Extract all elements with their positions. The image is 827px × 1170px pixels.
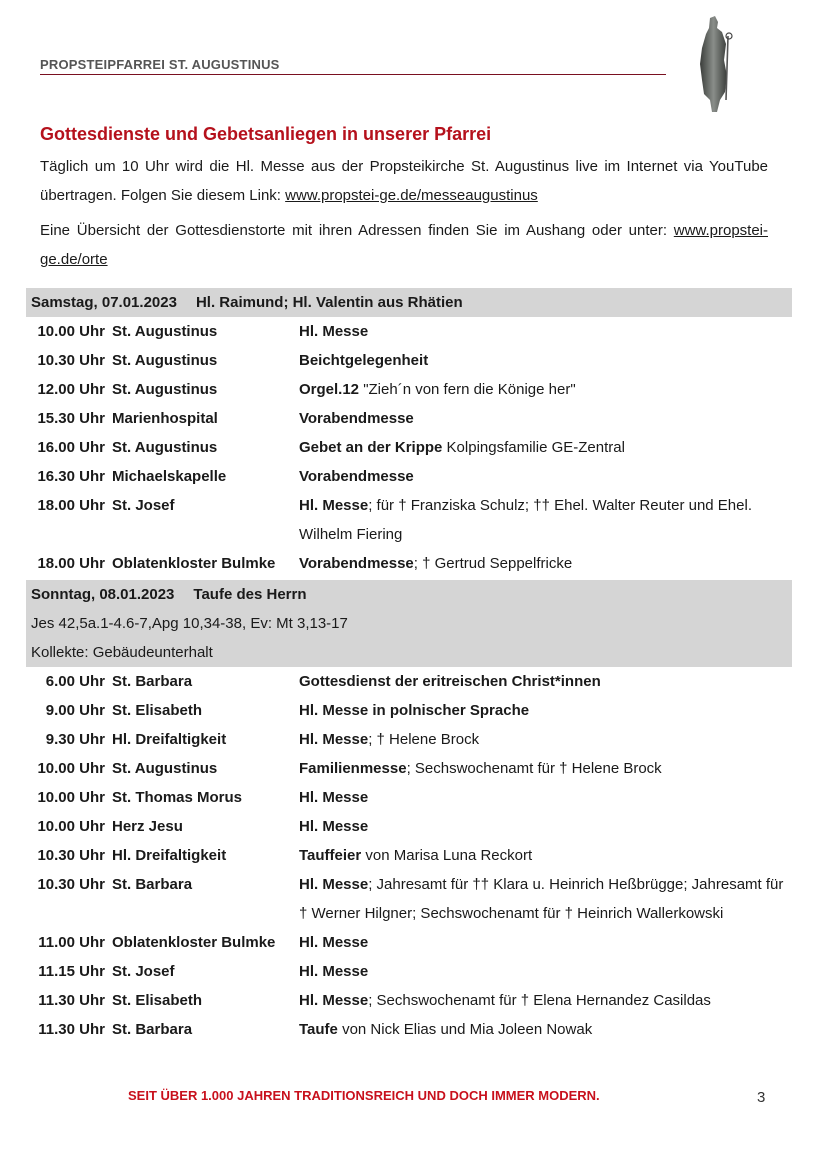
service-time: 12.00 Uhr xyxy=(37,381,105,398)
schedule-row xyxy=(26,375,792,404)
service-description xyxy=(299,549,792,578)
schedule-row xyxy=(26,346,792,375)
service-time: 11.30 Uhr xyxy=(38,992,105,1009)
service-location: St. Barbara xyxy=(112,876,193,893)
service-time: 6.00 Uhr xyxy=(45,673,105,690)
service-location: Michaelskapelle xyxy=(112,468,227,485)
service-location: St. Josef xyxy=(112,963,175,980)
schedule-row xyxy=(26,696,792,725)
service-type: Hl. Messe in polnischer Sprache xyxy=(299,702,530,719)
service-type: Gebet an der Krippe xyxy=(299,439,443,456)
service-type: Vorabendmesse xyxy=(299,468,414,485)
service-location: St. Josef xyxy=(112,497,175,514)
service-time: 11.00 Uhr xyxy=(38,934,105,951)
day-date: Samstag, 07.01.2023 xyxy=(31,294,177,311)
page-header xyxy=(40,56,666,75)
service-schedule xyxy=(26,288,792,1044)
service-type: Taufe xyxy=(299,1021,338,1038)
service-description xyxy=(299,462,792,491)
service-description xyxy=(299,957,792,986)
service-type: Hl. Messe xyxy=(299,934,369,951)
service-type: Orgel.12 xyxy=(299,381,360,398)
intro-paragraph-livestream xyxy=(40,152,768,210)
schedule-row xyxy=(26,783,792,812)
schedule-row xyxy=(26,404,792,433)
service-description xyxy=(299,928,792,957)
day-readings: Jes 42,5a.1-4.6-7,Apg 10,34-38, Ev: Mt 3,13-17 xyxy=(31,615,348,632)
schedule-row xyxy=(26,754,792,783)
service-description xyxy=(299,783,792,812)
section-heading: Gottesdienste und Gebetsanliegen in unserer Pfarrei xyxy=(40,124,492,144)
service-type: Gottesdienst der eritreischen Christ*innen xyxy=(299,673,601,690)
service-type: Vorabendmesse xyxy=(299,555,414,572)
service-location: Hl. Dreifaltigkeit xyxy=(112,731,227,748)
service-type: Hl. Messe xyxy=(299,876,369,893)
service-location: St. Barbara xyxy=(112,673,193,690)
service-location: Hl. Dreifaltigkeit xyxy=(112,847,227,864)
service-type: Hl. Messe xyxy=(299,992,369,1009)
service-type: Hl. Messe xyxy=(299,731,369,748)
service-location: St. Elisabeth xyxy=(112,702,203,719)
service-description xyxy=(299,667,792,696)
service-description xyxy=(299,433,792,462)
service-location: St. Augustinus xyxy=(112,352,218,369)
service-description xyxy=(299,725,792,754)
service-time: 10.00 Uhr xyxy=(37,789,105,806)
livestream-link[interactable]: www.propstei-ge.de/messeaugustinus xyxy=(285,187,538,204)
service-description xyxy=(299,870,792,928)
service-intentions: ; † Gertrud Seppelfricke xyxy=(413,555,573,572)
locations-link[interactable]: www.propstei-ge.de/orte xyxy=(40,222,768,268)
service-location: St. Augustinus xyxy=(112,381,218,398)
service-description xyxy=(299,404,792,433)
schedule-row xyxy=(26,812,792,841)
service-type: Familienmesse xyxy=(299,760,407,777)
service-location: St. Elisabeth xyxy=(112,992,203,1009)
day-collection: Kollekte: Gebäudeunterhalt xyxy=(31,644,213,661)
service-time: 18.00 Uhr xyxy=(37,497,105,514)
service-time: 10.30 Uhr xyxy=(37,876,105,893)
service-time: 10.00 Uhr xyxy=(37,818,105,835)
service-intentions: Kolpingsfamilie GE-Zentral xyxy=(442,439,625,456)
service-time: 15.30 Uhr xyxy=(37,410,105,427)
service-intentions: von Nick Elias und Mia Joleen Nowak xyxy=(337,1021,593,1038)
day-feast: Hl. Raimund; Hl. Valentin aus Rhätien xyxy=(195,294,463,311)
service-time: 16.30 Uhr xyxy=(37,468,105,485)
service-type: Hl. Messe xyxy=(299,789,369,806)
service-description xyxy=(299,375,792,404)
service-description xyxy=(299,346,792,375)
intro-text: Eine Übersicht der Gottesdienstorte mit ihren Adressen finden Sie im Aushang oder unter: xyxy=(40,222,674,239)
service-type: Hl. Messe xyxy=(299,323,369,340)
service-time: 11.30 Uhr xyxy=(38,1021,105,1038)
service-location: St. Augustinus xyxy=(112,439,218,456)
service-location: St. Augustinus xyxy=(112,760,218,777)
service-intentions: ; Sechswochenamt für † Elena Hernandez Casildas xyxy=(368,992,711,1009)
service-location: Marienhospital xyxy=(112,410,218,427)
service-description xyxy=(299,491,792,549)
service-description xyxy=(299,696,792,725)
service-description xyxy=(299,317,792,346)
day-header xyxy=(26,288,792,317)
service-location: St. Thomas Morus xyxy=(112,789,243,806)
schedule-row xyxy=(26,725,792,754)
service-time: 9.30 Uhr xyxy=(45,731,105,748)
service-type: Hl. Messe xyxy=(299,497,369,514)
service-time: 10.30 Uhr xyxy=(37,847,105,864)
schedule-row xyxy=(26,928,792,957)
schedule-row xyxy=(26,986,792,1015)
day-header xyxy=(26,580,792,667)
service-intentions: von Marisa Luna Reckort xyxy=(361,847,533,864)
schedule-row xyxy=(26,841,792,870)
intro-paragraph-locations xyxy=(40,216,768,274)
service-location: Oblatenkloster Bulmke xyxy=(112,934,276,951)
intro-text: Täglich um 10 Uhr wird die Hl. Messe aus der Propsteikirche St. Augustinus live im Internet via YouTube übertragen. Folgen Sie diesem Link: xyxy=(40,158,768,204)
day-feast: Taufe des Herrn xyxy=(193,586,307,603)
service-type: Hl. Messe xyxy=(299,818,369,835)
footer-slogan: SEIT ÜBER 1.000 JAHREN TRADITIONSREICH UND DOCH IMMER MODERN. xyxy=(128,1088,600,1103)
parish-name: PROPSTEIPFARREI ST. AUGUSTINUS xyxy=(40,57,280,72)
saint-augustine-statue-icon xyxy=(690,14,738,114)
schedule-row xyxy=(26,317,792,346)
service-intentions: ; Sechswochenamt für † Helene Brock xyxy=(406,760,662,777)
service-description xyxy=(299,986,792,1015)
service-time: 10.30 Uhr xyxy=(37,352,105,369)
service-location: Herz Jesu xyxy=(112,818,183,835)
schedule-row xyxy=(26,870,792,928)
service-type: Vorabendmesse xyxy=(299,410,414,427)
service-intentions: "Zieh´n von fern die Könige her" xyxy=(359,381,576,398)
service-description xyxy=(299,754,792,783)
schedule-row xyxy=(26,1015,792,1044)
schedule-row xyxy=(26,549,792,578)
schedule-row xyxy=(26,957,792,986)
service-time: 10.00 Uhr xyxy=(37,323,105,340)
service-time: 16.00 Uhr xyxy=(37,439,105,456)
service-intentions: ; † Helene Brock xyxy=(368,731,480,748)
schedule-row xyxy=(26,667,792,696)
service-intentions: ; für † Franziska Schulz; †† Ehel. Walter Reuter und Ehel. Wilhelm Fiering xyxy=(299,497,752,543)
day-title xyxy=(31,288,787,317)
schedule-row xyxy=(26,462,792,491)
service-location: St. Augustinus xyxy=(112,323,218,340)
service-type: Tauffeier xyxy=(299,847,362,864)
service-time: 18.00 Uhr xyxy=(37,555,105,572)
service-description xyxy=(299,1015,792,1044)
day-title xyxy=(31,580,787,609)
service-intentions: ; Jahresamt für †† Klara u. Heinrich Heßbrügge; Jahresamt für † Werner Hilgner; Sechswochenamt für † Heinrich Wallerkowski xyxy=(299,876,784,922)
schedule-row xyxy=(26,491,792,549)
service-time: 11.15 Uhr xyxy=(38,963,105,980)
service-description xyxy=(299,841,792,870)
service-location: Oblatenkloster Bulmke xyxy=(112,555,276,572)
service-type: Beichtgelegenheit xyxy=(299,352,429,369)
day-date: Sonntag, 08.01.2023 xyxy=(31,586,175,603)
service-time: 10.00 Uhr xyxy=(37,760,105,777)
schedule-row xyxy=(26,433,792,462)
service-location: St. Barbara xyxy=(112,1021,193,1038)
page-number: 3 xyxy=(757,1089,766,1106)
service-description xyxy=(299,812,792,841)
service-type: Hl. Messe xyxy=(299,963,369,980)
service-time: 9.00 Uhr xyxy=(45,702,105,719)
